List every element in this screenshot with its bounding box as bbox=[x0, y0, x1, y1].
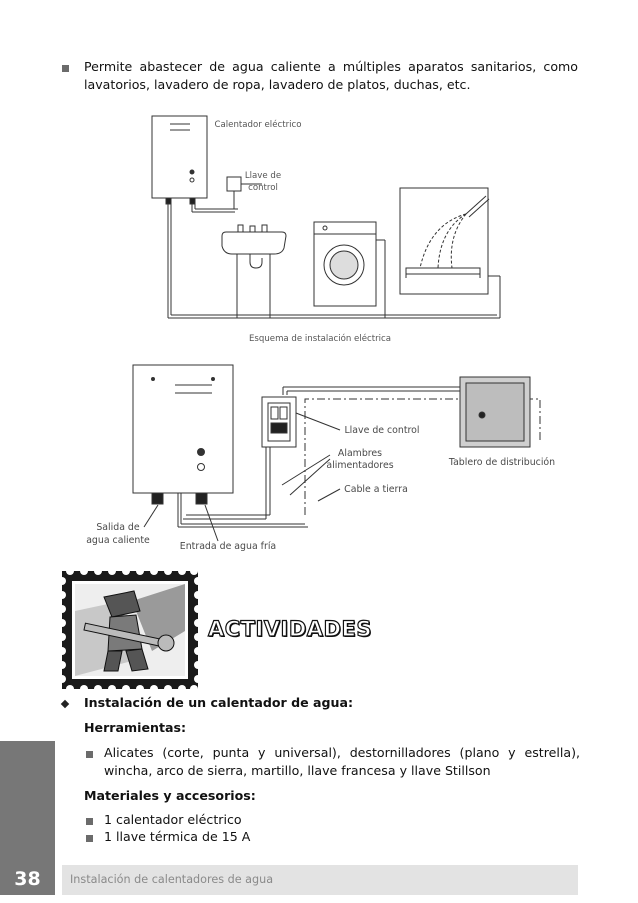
bullet-square bbox=[86, 818, 93, 825]
sink bbox=[222, 232, 286, 254]
activities-stamp-icon bbox=[62, 571, 198, 689]
material-item: 1 llave térmica de 15 A bbox=[104, 829, 251, 844]
label-control: Llave de control bbox=[344, 425, 420, 436]
label-hot-line2: agua caliente bbox=[86, 535, 150, 546]
control-switch bbox=[227, 177, 241, 191]
running-title: Instalación de calentadores de agua bbox=[62, 865, 578, 895]
tools-heading: Herramientas: bbox=[84, 720, 186, 735]
heater-body bbox=[152, 116, 207, 198]
label-ground: Cable a tierra bbox=[344, 484, 408, 495]
bullet-square bbox=[86, 835, 93, 842]
intro-paragraph: Permite abastecer de agua caliente a múltiples aparatos sanitarios, como lavatorios, lavadero de ropa, lavadero de platos, duchas, etc. bbox=[84, 59, 578, 92]
installation-diagram bbox=[0, 0, 638, 350]
label-switch-line1: Llave de bbox=[244, 171, 282, 181]
label-switch-line2: control bbox=[248, 183, 278, 193]
heater-body-2 bbox=[133, 365, 233, 493]
label-wires-line2: alimentadores bbox=[326, 460, 394, 471]
label-hot-line1: Salida de bbox=[96, 522, 140, 533]
tools-list: Alicates (corte, punta y universal), destornilladores (plano y estrella), wincha, arco de sierra, martillo, llave francesa y llave Stillson bbox=[104, 745, 580, 778]
page-number: 38 bbox=[0, 863, 55, 895]
diagram1-caption: Esquema de instalación eléctrica bbox=[248, 334, 392, 344]
materials-heading: Materiales y accesorios: bbox=[84, 788, 256, 803]
material-item: 1 calentador eléctrico bbox=[104, 812, 242, 827]
left-margin-bar bbox=[0, 741, 55, 863]
label-heater: Calentador eléctrico bbox=[214, 120, 302, 130]
label-board: Tablero de distribución bbox=[448, 457, 556, 468]
bullet-square bbox=[86, 751, 93, 758]
diamond-bullet bbox=[61, 700, 69, 708]
label-wires-line1: Alambres bbox=[337, 448, 383, 459]
task-title: Instalación de un calentador de agua: bbox=[84, 695, 354, 710]
activities-title: ACTIVIDADES bbox=[208, 617, 372, 641]
label-cold: Entrada de agua fría bbox=[179, 541, 277, 552]
